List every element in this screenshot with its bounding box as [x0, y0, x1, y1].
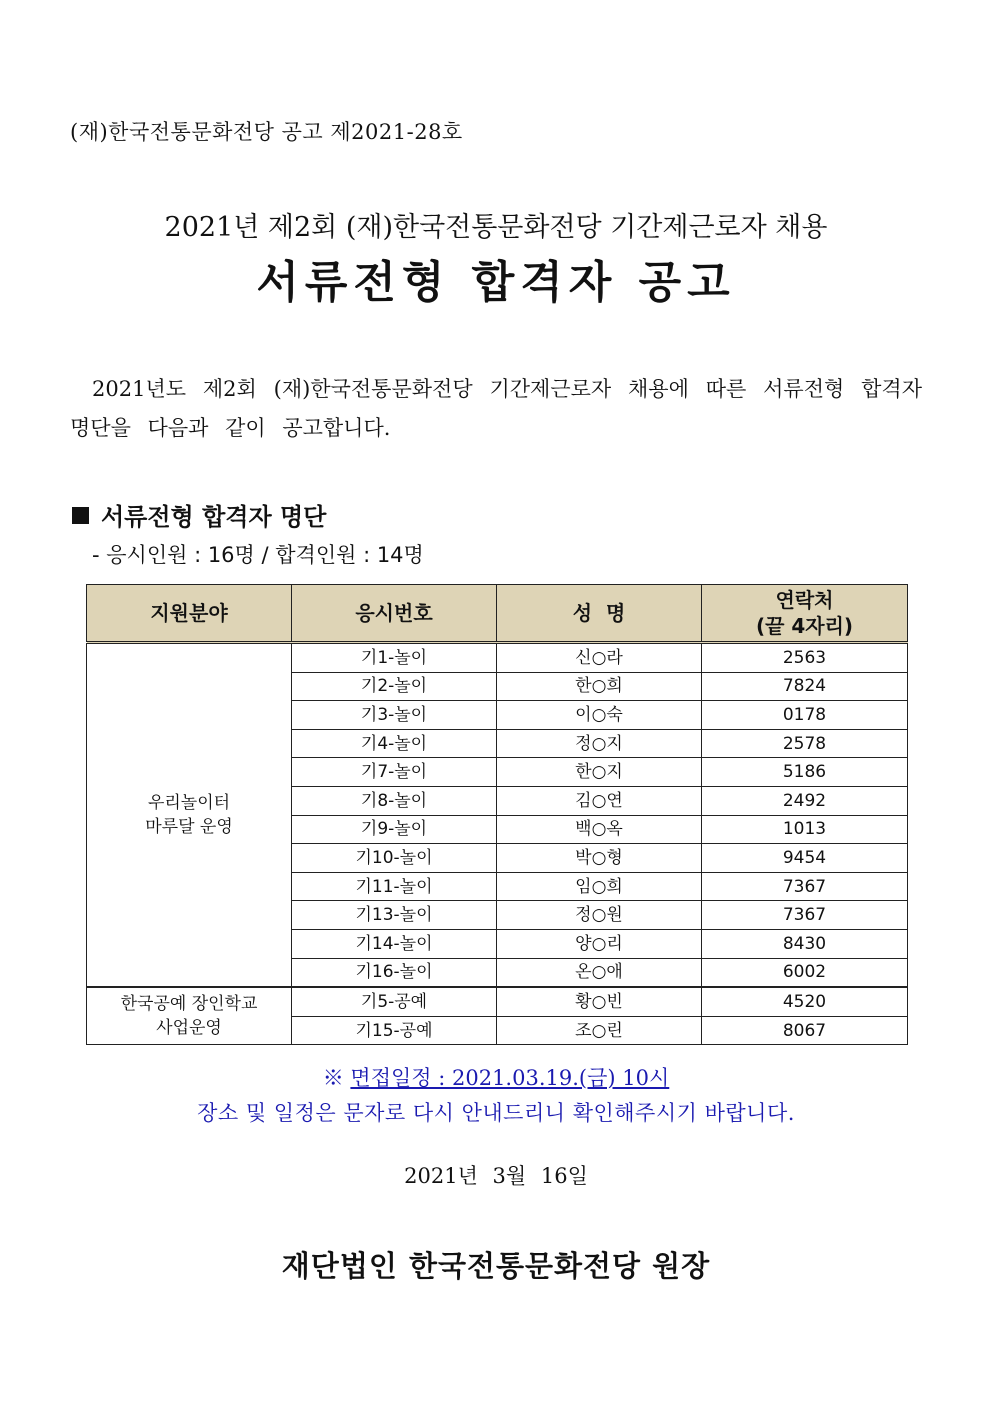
applicant-number: 기14-놀이: [292, 929, 497, 958]
col-header-field: 지원분야: [87, 585, 292, 643]
applicant-number: 기8-놀이: [292, 786, 497, 815]
col-header-contact: [702, 585, 908, 643]
applicant-number: 기7-놀이: [292, 758, 497, 787]
applicant-name: 정○원: [497, 901, 702, 930]
applicant-name: 임○희: [497, 872, 702, 901]
reference-mark: ※: [322, 1066, 344, 1090]
guide-text: 장소 및 일정은 문자로 다시 안내드리니 확인해주시기 바랍니다.: [197, 1101, 795, 1125]
applicant-number: 기10-놀이: [292, 844, 497, 873]
signature: 재단법인 한국전통문화전당 원장: [281, 1249, 711, 1283]
applicant-phone: 1013: [702, 815, 908, 844]
applicant-number: 기15-공예: [292, 1016, 497, 1045]
field-cell-craft: [87, 987, 292, 1045]
field-line: 한국공예 장인학교: [120, 994, 258, 1015]
field-cell-playground: [87, 643, 292, 988]
applicant-name: 박○형: [497, 844, 702, 873]
applicant-number: 기11-놀이: [292, 872, 497, 901]
applicant-name: 이○숙: [497, 701, 702, 730]
applicant-number: 기3-놀이: [292, 701, 497, 730]
applicant-number: 기4-놀이: [292, 729, 497, 758]
applicant-name: 한○희: [497, 672, 702, 701]
page-title: 서류전형 합격자 공고: [256, 257, 736, 308]
applicant-number: 기13-놀이: [292, 901, 497, 930]
applicant-name: 조○린: [497, 1016, 702, 1045]
field-line: 우리놀이터: [147, 793, 231, 814]
interview-schedule-text: 면접일정 : 2021.03.19.(금) 10시: [350, 1066, 670, 1090]
applicant-phone: 8067: [702, 1016, 908, 1045]
field-line: 사업운영: [156, 1018, 222, 1039]
interview-schedule: [0, 1062, 992, 1092]
col-header-name: 성 명: [497, 585, 702, 643]
table-row: [87, 987, 908, 1016]
applicant-phone: 2578: [702, 729, 908, 758]
applicant-phone: 2492: [702, 786, 908, 815]
applicant-phone: 9454: [702, 844, 908, 873]
applicant-name: 양○리: [497, 929, 702, 958]
applicant-number: 기1-놀이: [292, 643, 497, 673]
applicant-name: 정○지: [497, 729, 702, 758]
applicant-phone: 7824: [702, 672, 908, 701]
result-table: [86, 584, 908, 1045]
table-row: [87, 643, 908, 673]
field-line: 마루달 운영: [145, 817, 233, 838]
applicant-phone: 2563: [702, 643, 908, 673]
col-header-contact-line1: 연락처: [775, 588, 834, 612]
applicant-phone: 5186: [702, 758, 908, 787]
applicant-name: 김○연: [497, 786, 702, 815]
applicant-phone: 8430: [702, 929, 908, 958]
notice-number: (재)한국전통문화전당 공고 제2021-28호: [70, 120, 463, 144]
applicant-name: 한○지: [497, 758, 702, 787]
table-header-row: [87, 585, 908, 643]
applicant-phone: 4520: [702, 987, 908, 1016]
square-bullet-icon: [72, 507, 89, 524]
applicant-phone: 7367: [702, 901, 908, 930]
notice-date: 2021년 3월 16일: [404, 1164, 588, 1188]
applicant-number: 기2-놀이: [292, 672, 497, 701]
applicant-name: 황○빈: [497, 987, 702, 1016]
intro-paragraph: 2021년도 제2회 (재)한국전통문화전당 기간제근로자 채용에 따른 서류전형 합격자 명단을 다음과 같이 공고합니다.: [70, 377, 922, 440]
applicant-name: 신○라: [497, 643, 702, 673]
applicant-name: 백○옥: [497, 815, 702, 844]
applicant-counts: - 응시인원 : 16명 / 합격인원 : 14명: [92, 543, 424, 567]
applicant-phone: 6002: [702, 958, 908, 987]
applicant-number: 기9-놀이: [292, 815, 497, 844]
col-header-contact-line2: (끝 4자리): [755, 614, 854, 638]
section-heading: [72, 497, 326, 532]
col-header-number: 응시번호: [292, 585, 497, 643]
applicant-number: 기16-놀이: [292, 958, 497, 987]
applicant-name: 온○애: [497, 958, 702, 987]
applicant-phone: 0178: [702, 701, 908, 730]
title-line1: 2021년 제2회 (재)한국전통문화전당 기간제근로자 채용: [164, 212, 828, 243]
applicant-phone: 7367: [702, 872, 908, 901]
section-heading-text: 서류전형 합격자 명단: [101, 503, 327, 531]
applicant-number: 기5-공예: [292, 987, 497, 1016]
